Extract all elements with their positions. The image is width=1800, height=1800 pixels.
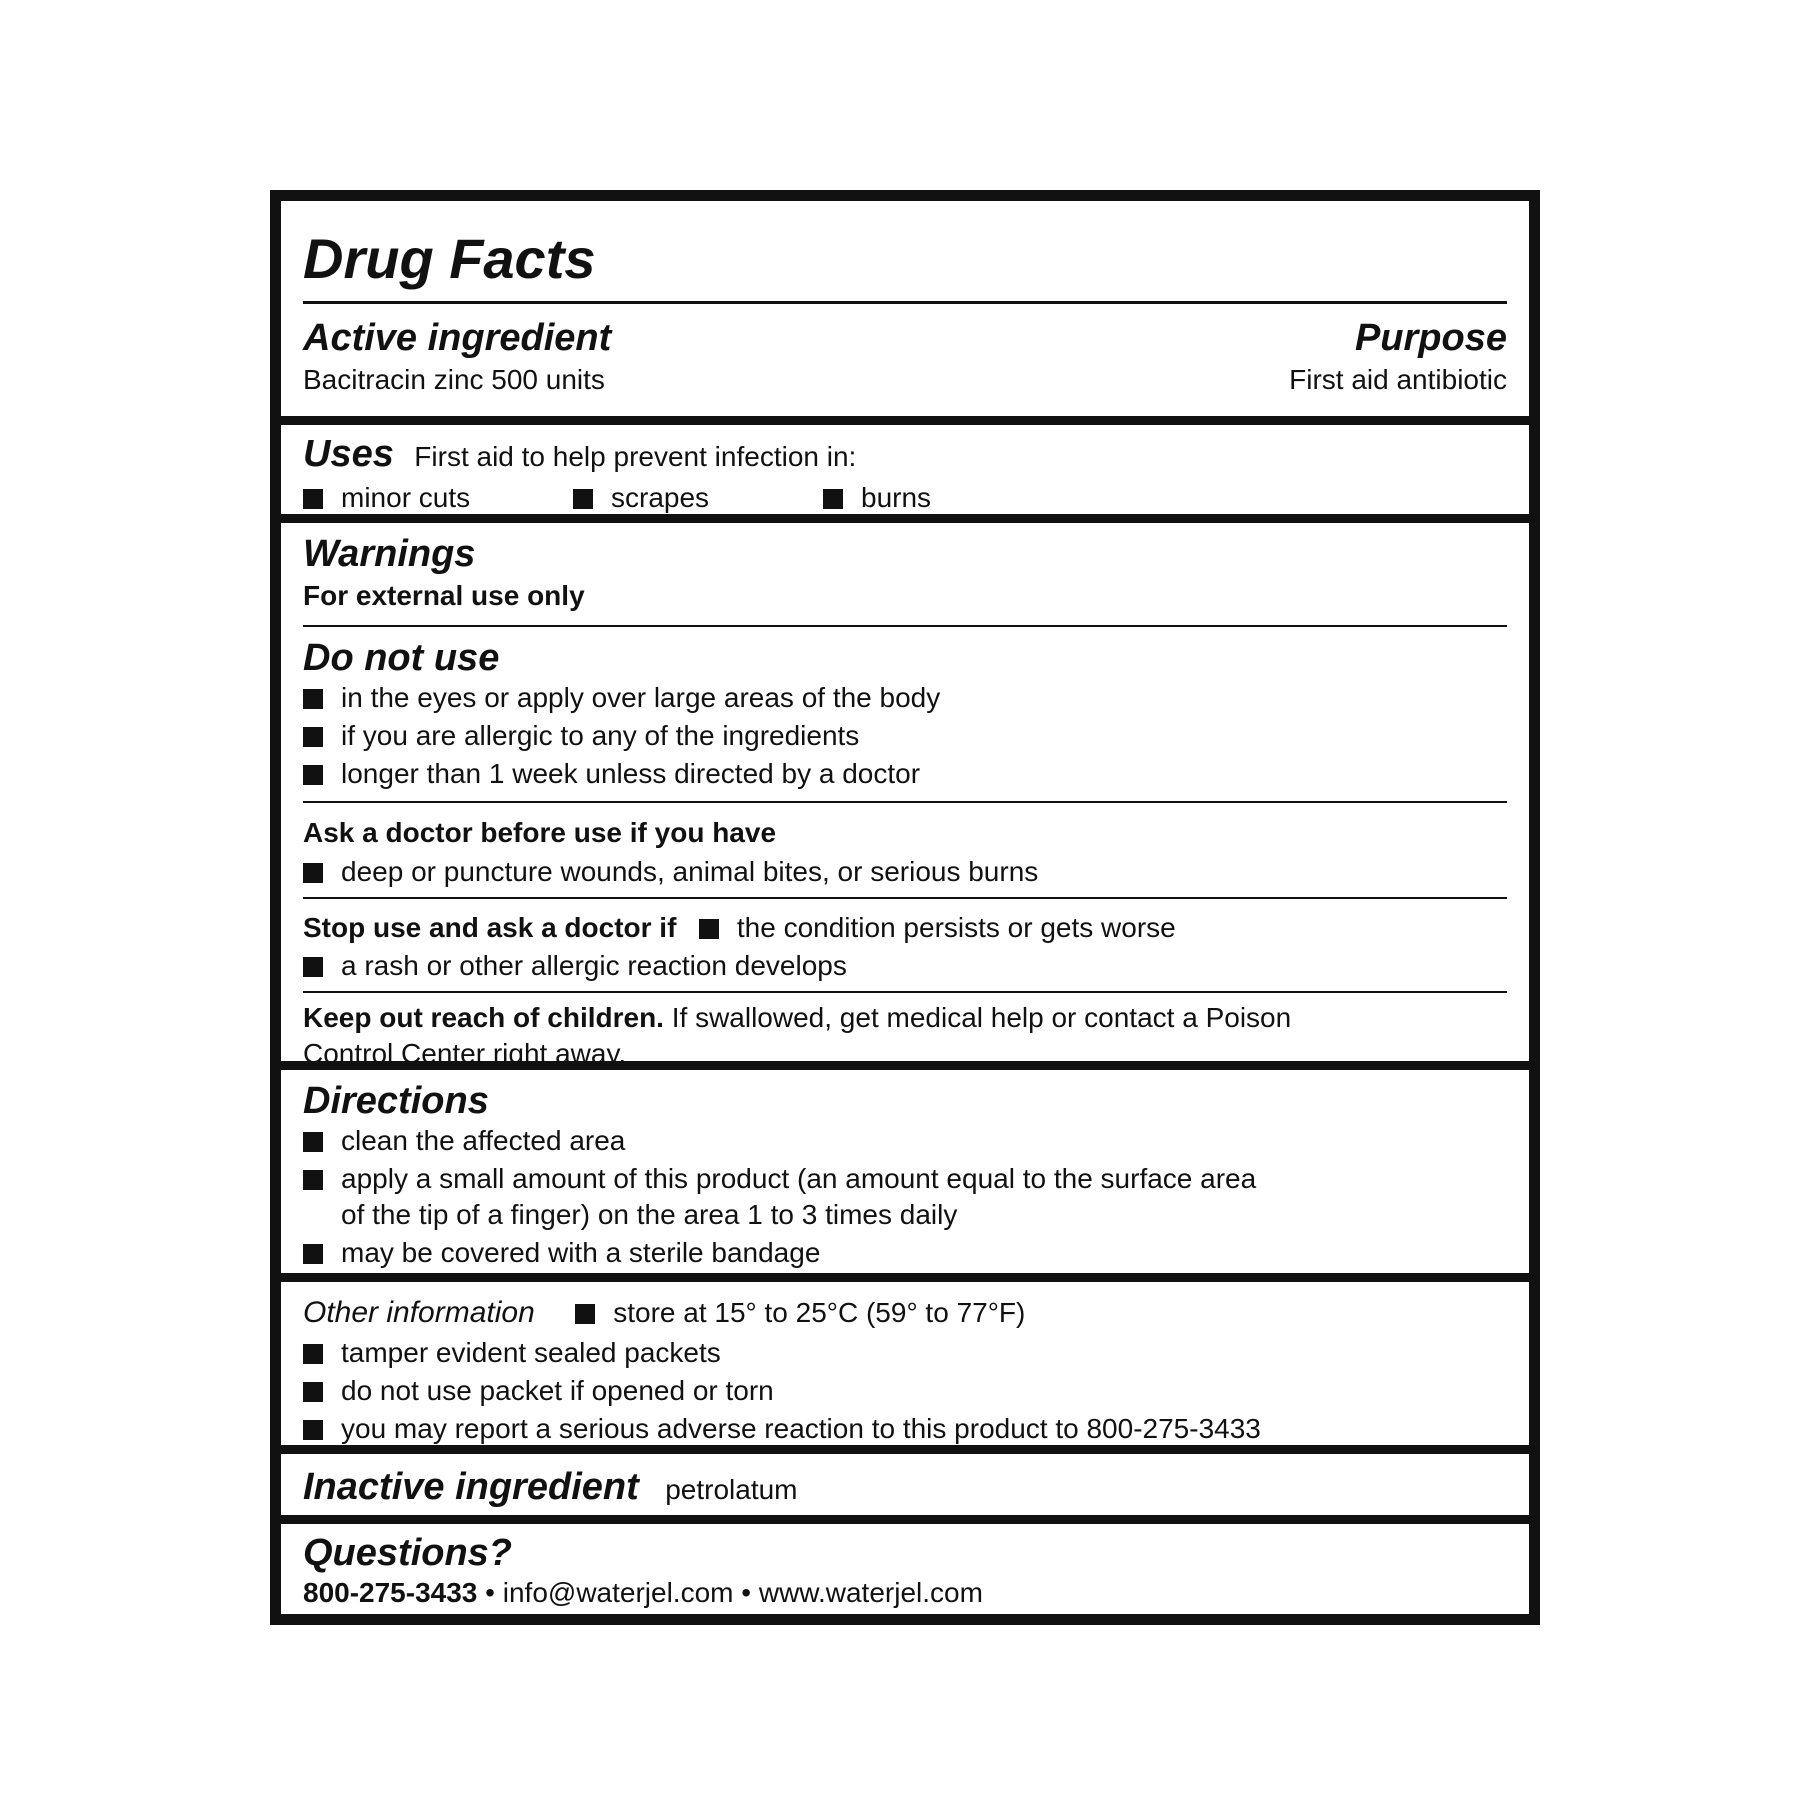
keep-out-text: If swallowed, get medical help or contact a Poison: [671, 1002, 1292, 1033]
questions-heading: Questions?: [303, 1532, 513, 1574]
inactive-line: [303, 1468, 798, 1507]
directions-section: [281, 1070, 1529, 1282]
ask-doctor-heading: Ask a doctor before use if you have: [303, 817, 777, 848]
directions-item-cont: of the tip of a finger) on the area 1 to 3 times daily: [341, 1199, 958, 1230]
bullet-icon: [303, 1382, 323, 1402]
email-link[interactable]: info@waterjel.com: [502, 1577, 734, 1608]
other-info-item: store at 15° to 25°C (59° to 77°F): [575, 1297, 1025, 1328]
do-not-use-heading: Do not use: [303, 637, 500, 679]
uses-intro: First aid to help prevent infection in:: [414, 441, 857, 472]
uses-item: minor cuts: [303, 481, 470, 515]
questions-section: [281, 1524, 1529, 1614]
bullet-icon: [303, 689, 323, 709]
other-info-line: [303, 1296, 1025, 1330]
bullet-icon: [573, 489, 593, 509]
uses-item: scrapes: [573, 481, 709, 515]
stop-use-item: a rash or other allergic reaction develops: [303, 949, 847, 983]
title-divider: [303, 301, 1507, 304]
external-use-text: For external use only: [303, 580, 585, 611]
bullet-icon: [823, 489, 843, 509]
bullet-icon: [303, 765, 323, 785]
questions-contact-line: [303, 1576, 983, 1610]
other-info-section: [281, 1282, 1529, 1454]
purpose-heading: Purpose: [1354, 317, 1507, 359]
header-section: [281, 201, 1529, 425]
ask-doctor-item: deep or puncture wounds, animal bites, or serious burns: [303, 855, 1038, 889]
stop-use-divider: [303, 991, 1507, 993]
bullet-icon: [699, 919, 719, 939]
bullet-icon: [303, 1170, 323, 1190]
stop-use-heading: Stop use and ask a doctor if: [303, 912, 677, 943]
directions-item: apply a small amount of this product (an amount equal to the surface area: [303, 1162, 1256, 1196]
warnings-section: [281, 523, 1529, 1070]
keep-out-line: [303, 1001, 1291, 1035]
keep-out-text-cont: Control Center right away.: [303, 1038, 627, 1069]
directions-heading: Directions: [303, 1080, 489, 1122]
do-not-use-item: if you are allergic to any of the ingredients: [303, 719, 859, 753]
bullet-icon: [303, 863, 323, 883]
keep-out-heading: Keep out reach of children.: [303, 1002, 664, 1033]
directions-item: may be covered with a sterile bandage: [303, 1236, 820, 1270]
stop-use-line: [303, 911, 1176, 945]
bullet-icon: [303, 1244, 323, 1264]
bullet-icon: [303, 1344, 323, 1364]
other-info-item: you may report a serious adverse reaction to this product to 800-275-3433: [303, 1412, 1261, 1446]
bullet-icon: [303, 727, 323, 747]
uses-heading: Uses: [303, 433, 394, 475]
other-info-heading: Other information: [303, 1296, 535, 1329]
drug-facts-label: [270, 190, 1540, 1625]
phone-number[interactable]: 800-275-3433: [303, 1577, 478, 1608]
inactive-section: [281, 1454, 1529, 1524]
do-not-use-item: in the eyes or apply over large areas of the body: [303, 681, 940, 715]
inactive-value: petrolatum: [665, 1474, 798, 1505]
directions-item: clean the affected area: [303, 1124, 625, 1158]
bullet-icon: [303, 489, 323, 509]
bullet-icon: [303, 1132, 323, 1152]
uses-section: [281, 425, 1529, 523]
active-ingredient-heading: Active ingredient: [303, 317, 612, 359]
active-ingredient-value: Bacitracin zinc 500 units: [303, 364, 605, 395]
uses-item: burns: [823, 481, 931, 515]
purpose-value: First aid antibiotic: [1289, 364, 1507, 395]
bullet-icon: [303, 1420, 323, 1440]
bullet-icon: [575, 1304, 595, 1324]
warnings-heading: Warnings: [303, 533, 476, 575]
do-not-use-divider: [303, 801, 1507, 803]
uses-line: [303, 435, 856, 474]
warnings-divider: [303, 625, 1507, 627]
page-title: Drug Facts: [303, 227, 596, 290]
stop-use-item: the condition persists or gets worse: [699, 912, 1176, 943]
inactive-heading: Inactive ingredient: [303, 1466, 639, 1508]
website-link[interactable]: www.waterjel.com: [758, 1577, 983, 1608]
other-info-item: tamper evident sealed packets: [303, 1336, 721, 1370]
separator-dot: •: [741, 1577, 752, 1608]
bullet-icon: [303, 957, 323, 977]
ask-doctor-divider: [303, 897, 1507, 899]
do-not-use-item: longer than 1 week unless directed by a doctor: [303, 757, 920, 791]
other-info-item: do not use packet if opened or torn: [303, 1374, 774, 1408]
separator-dot: •: [485, 1577, 495, 1608]
